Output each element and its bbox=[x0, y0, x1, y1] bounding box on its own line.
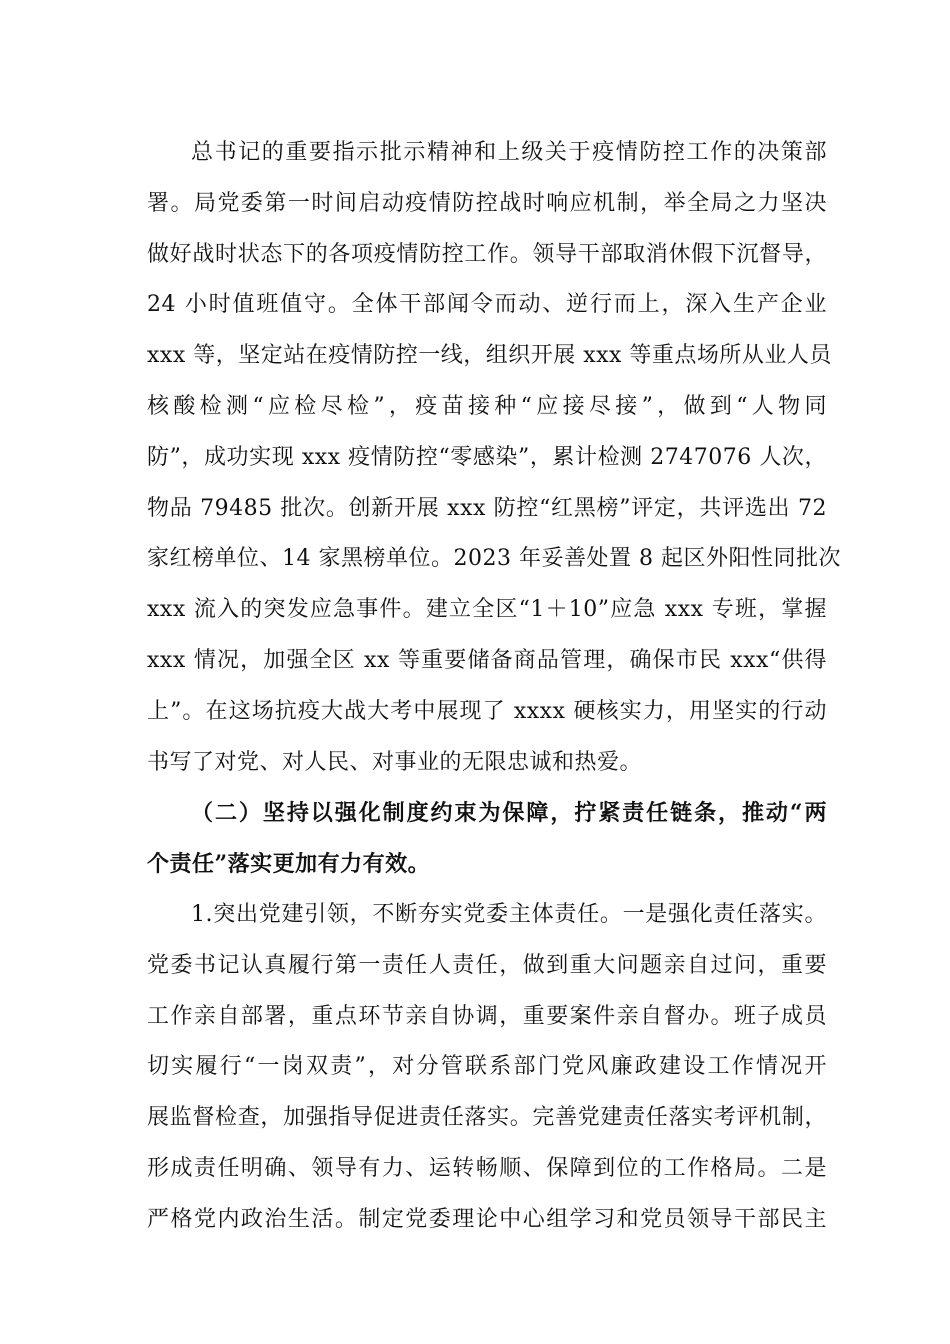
text-line: 做好战时状态下的各项疫情防控工作。领导干部取消休假下沉督导， bbox=[147, 241, 827, 267]
section-heading bbox=[147, 788, 827, 890]
text-line: 24 小时值班值守。全体干部闻令而动、逆行而上，深入生产企业 bbox=[147, 292, 827, 318]
text-line: 总书记的重要指示批示精神和上级关于疫情防控工作的决策部 bbox=[191, 140, 827, 165]
text-line: 上”。在这场抗疫大战大考中展现了 xxxx 硬核实力，用坚实的行动 bbox=[147, 698, 827, 724]
text-line: 核酸检测“应检尽检”，疫苗接种“应接尽接”，做到“人物同 bbox=[147, 393, 827, 419]
text-line: xxx 情况，加强全区 xx 等重要储备商品管理，确保市民 xxx“供得 bbox=[147, 647, 827, 673]
text-line: xxx 流入的突发应急事件。建立全区“1＋10”应急 xxx 专班，掌握 bbox=[147, 597, 827, 623]
text-line: 切实履行“一岗双责”，对分管联系部门党风廉政建设工作情况开 bbox=[147, 1054, 827, 1080]
heading-line: 个责任”落实更加有力有效。 bbox=[147, 851, 431, 878]
text-line: 形成责任明确、领导有力、运转畅顺、保障到位的工作格局。二是 bbox=[147, 1155, 827, 1181]
text-line: 工作亲自部署，重点环节亲自协调，重要案件亲自督办。班子成员 bbox=[147, 1003, 827, 1029]
text-line: 党委书记认真履行第一责任人责任，做到重大问题亲自过问，重要 bbox=[147, 952, 827, 978]
text-line: 物品 79485 批次。创新开展 xxx 防控“红黑榜”评定，共评选出 72 bbox=[147, 495, 827, 521]
paragraph-3 bbox=[147, 890, 827, 1246]
document-body bbox=[147, 128, 841, 1246]
text-line: 展监督检查，加强指导促进责任落实。完善党建责任落实考评机制， bbox=[147, 1105, 827, 1131]
heading-line: （二）坚持以强化制度约束为保障，拧紧责任链条，推动“两 bbox=[191, 800, 827, 827]
text-line: 家红榜单位、14 家黑榜单位。2023 年妥善处置 8 起区外阳性同批次 bbox=[147, 546, 841, 572]
text-line: xxx 等，坚定站在疫情防控一线，组织开展 xxx 等重点场所从业人员 bbox=[147, 343, 832, 369]
text-line: 防”，成功实现 xxx 疫情防控“零感染”，累计检测 2747076 人次， bbox=[147, 444, 827, 470]
text-line: 署。局党委第一时间启动疫情防控战时响应机制，举全局之力坚决 bbox=[147, 190, 827, 216]
text-line: 书写了对党、对人民、对事业的无限忠诚和热爱。 bbox=[147, 749, 643, 775]
text-line: 严格党内政治生活。制定党委理论中心组学习和党员领导干部民主 bbox=[147, 1206, 827, 1232]
text-line: 1.突出党建引领，不断夯实党委主体责任。一是强化责任落实。 bbox=[191, 901, 827, 927]
paragraph-1 bbox=[147, 128, 841, 788]
